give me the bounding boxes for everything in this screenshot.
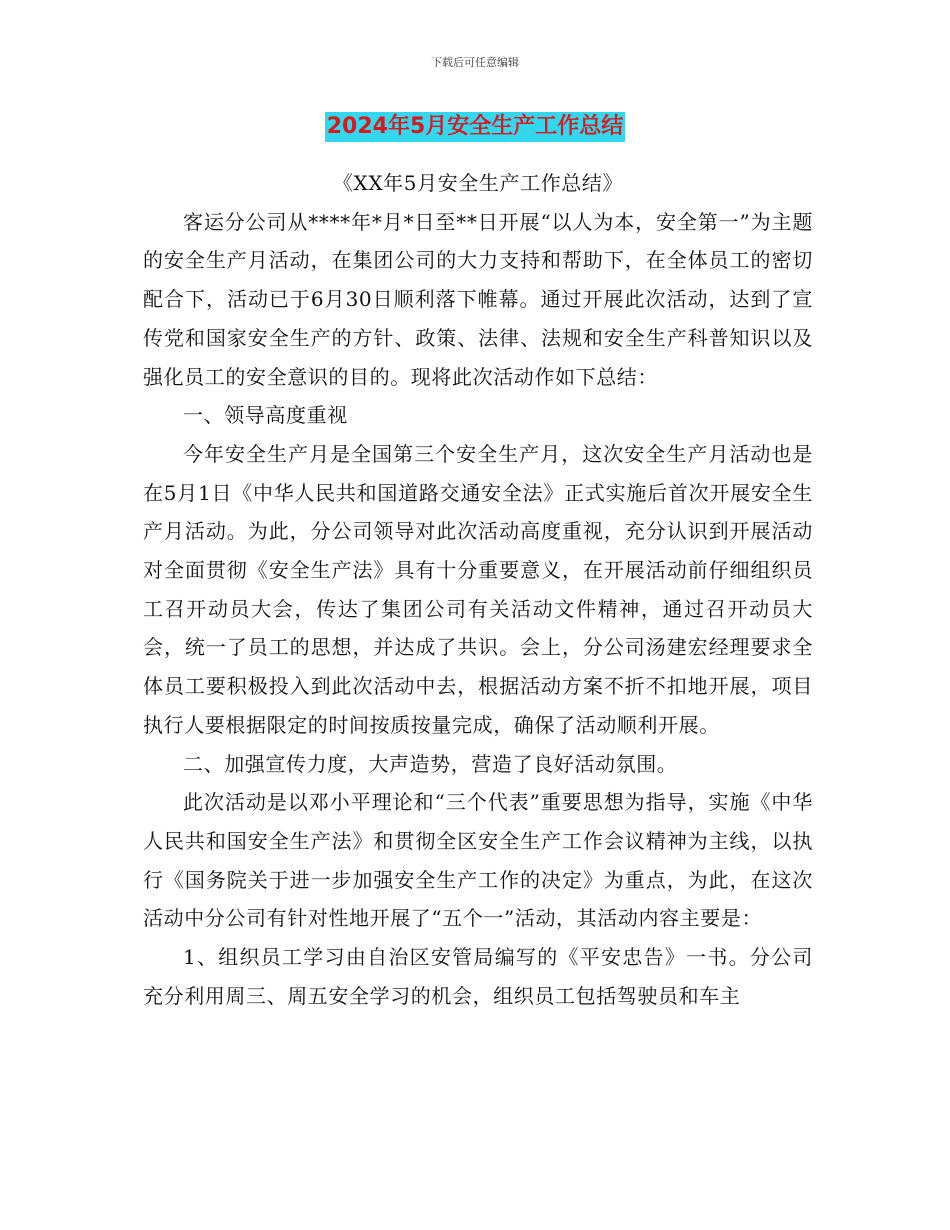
document-body — [143, 164, 813, 1015]
header-note: 下载后可任意编辑 — [431, 56, 519, 69]
section-heading-1: 一、领导高度重视 — [183, 403, 348, 428]
paragraph-section-1: 今年安全生产月是全国第三个安全生产月，这次安全生产月活动也是在5月1日《中华人民共和国道路交通安全法》正式实施后首次开展安全生产月活动。为此，分公司领导对此次活动高度重视，充分认识到开展活动对全面贯彻《安全生产法》具有十分重要意义，在开展活动前仔细组织员工召开动员大会，传达了集团公司有关活动文件精神，通过召开动员大会，统一了员工的思想，并达成了共识。会上，分公司汤建宏经理要求全体员工要积极投入到此次活动中去，根据活动方案不折不扣地开展，项目执行人要根据限定的时间按质按量完成，确保了活动顺利开展。 — [143, 441, 813, 737]
paragraph-section-2: 此次活动是以邓小平理论和“三个代表”重要思想为指导，实施《中华人民共和国安全生产法》和贯彻全区安全生产工作会议精神为主线，以执行《国务院关于进一步加强安全生产工作的决定》为重点，为此，在这次活动中分公司有针对性地开展了“五个一”活动，其活动内容主要是： — [143, 790, 813, 931]
paragraph-intro: 客运分公司从****年*月*日至**日开展“以人为本，安全第一”为主题的安全生产月活动，在集团公司的大力支持和帮助下，在全体员工的密切配合下，活动已于6月30日顺利落下帷幕。通过开展此次活动，达到了宣传党和国家安全生产的方针、政策、法律、法规和安全生产科普知识以及强化员工的安全意识的目的。现将此次活动作如下总结： — [143, 209, 813, 389]
section-heading-2: 二、加强宣传力度，大声造势，营造了良好活动氛围。 — [183, 751, 678, 776]
list-item-1: 1、组织员工学习由自治区安管局编写的《平安忠告》一书。分公司充分利用周三、周五安全学习的机会，组织员工包括驾驶员和车主 — [143, 945, 813, 1008]
title-wrap — [0, 112, 950, 142]
document-subtitle: 《XX年5月安全生产工作总结》 — [332, 171, 624, 195]
document-title: 2024年5月安全生产工作总结 — [325, 112, 626, 142]
